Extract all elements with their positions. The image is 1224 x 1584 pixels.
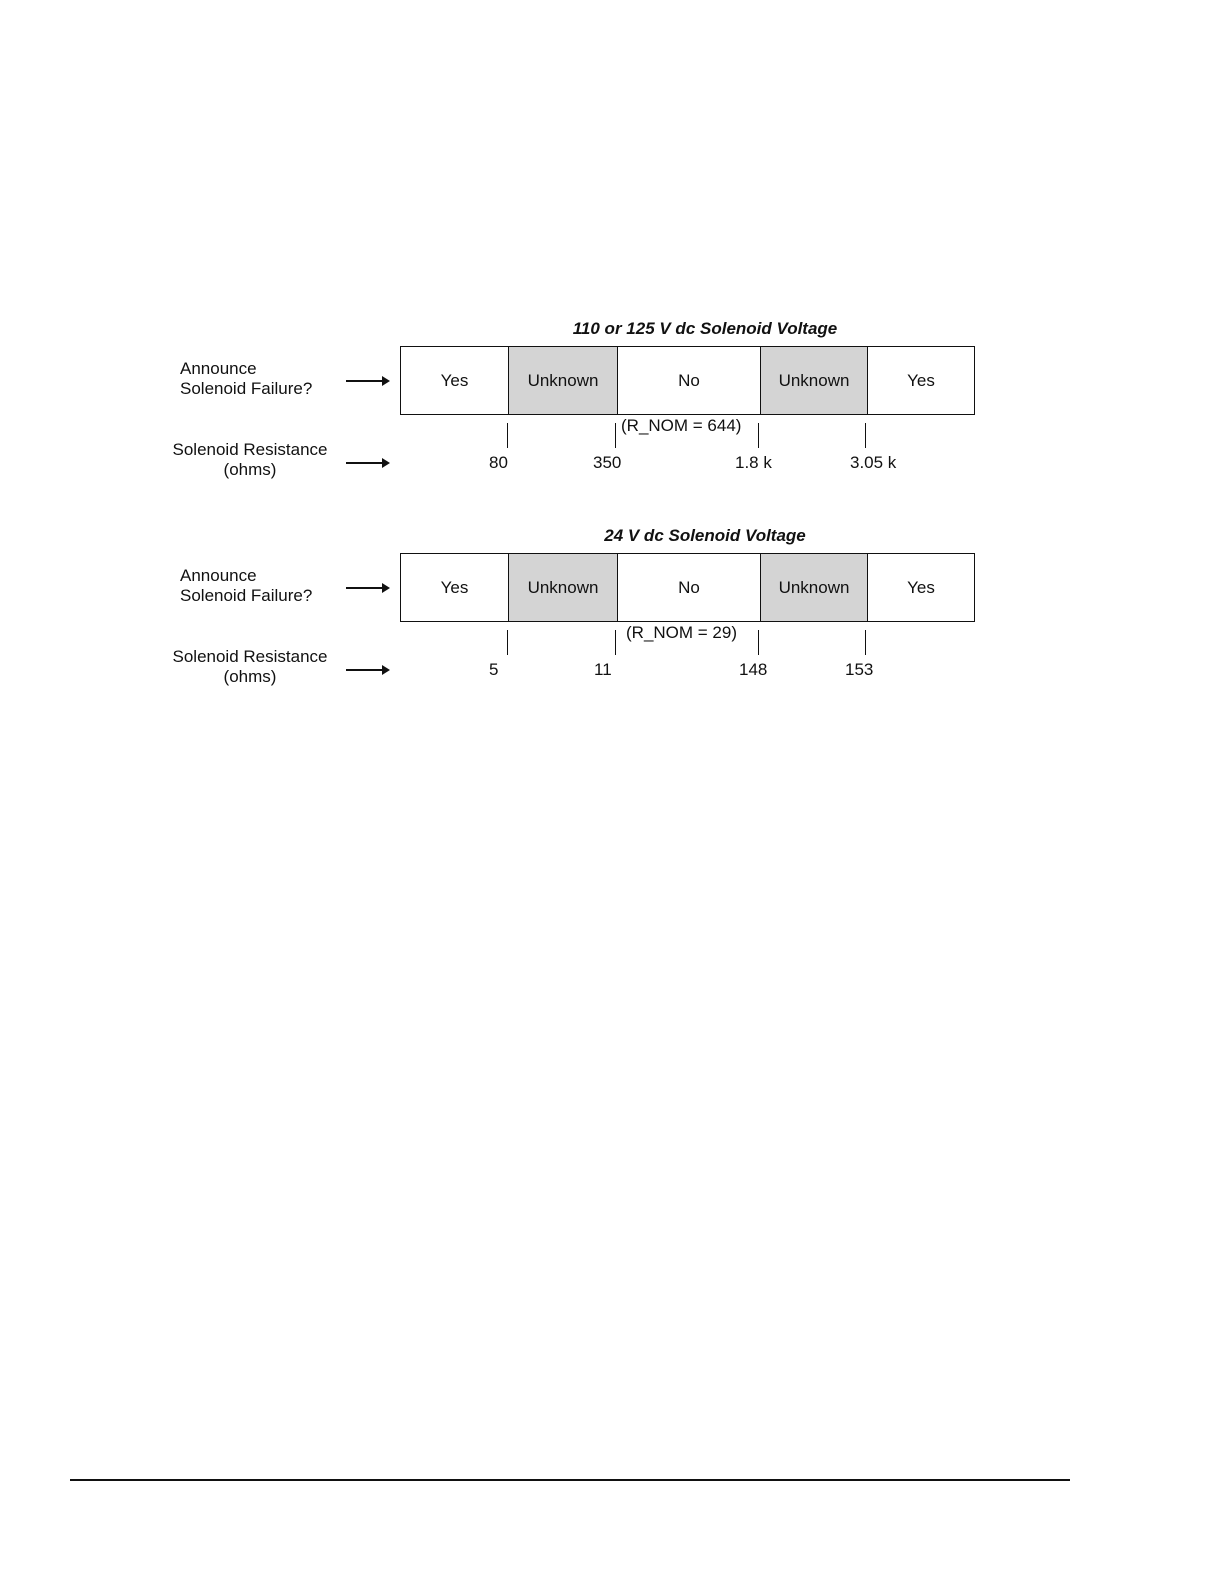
- resistance-label-line2: (ohms): [223, 460, 277, 479]
- announce-label: [180, 359, 312, 399]
- segment-unknown-high: Unknown: [760, 347, 867, 414]
- segment-no: No: [617, 347, 760, 414]
- threshold-value: 148: [739, 660, 768, 679]
- resistance-label-line1: Solenoid Resistance: [172, 440, 328, 459]
- segment-yes-low: Yes: [440, 370, 469, 390]
- announce-label-line2: Solenoid Failure?: [180, 379, 313, 398]
- segment-yes-low: Yes: [440, 577, 469, 597]
- threshold-value: 350: [593, 453, 622, 472]
- diagram-110-125v: [0, 315, 1224, 515]
- segment-unknown-high: Unknown: [760, 554, 867, 621]
- nominal-resistance-label: (R_NOM = 29): [626, 623, 737, 642]
- threshold-value: 11: [594, 660, 612, 679]
- threshold-value: 80: [489, 453, 508, 472]
- threshold-tick: [507, 630, 508, 655]
- threshold-tick: [615, 630, 616, 655]
- announce-label-line2: Solenoid Failure?: [180, 586, 313, 605]
- threshold-tick: [615, 423, 616, 448]
- threshold-tick: [865, 630, 866, 655]
- threshold-tick: [865, 423, 866, 448]
- threshold-value: 1.8 k: [735, 453, 772, 472]
- resistance-label-line1: Solenoid Resistance: [172, 647, 328, 666]
- announce-label-line1: Announce: [180, 359, 257, 378]
- threshold-tick: [507, 423, 508, 448]
- arrow-right-icon: [346, 462, 388, 464]
- decision-bar: [400, 553, 975, 622]
- threshold-tick: [758, 630, 759, 655]
- arrow-right-icon: [346, 669, 388, 671]
- arrow-right-icon: [346, 587, 388, 589]
- segment-unknown-low: Unknown: [508, 347, 617, 414]
- nominal-resistance-label: (R_NOM = 644): [621, 416, 742, 435]
- announce-label-line1: Announce: [180, 566, 257, 585]
- diagram-24v: [0, 522, 1224, 722]
- resistance-label: [150, 440, 350, 480]
- diagram-title: 110 or 125 V dc Solenoid Voltage: [572, 319, 838, 338]
- segment-unknown-low: Unknown: [508, 554, 617, 621]
- decision-bar: [400, 346, 975, 415]
- threshold-value: 3.05 k: [850, 453, 897, 472]
- announce-label: [180, 566, 312, 606]
- diagram-title: 24 V dc Solenoid Voltage: [604, 526, 806, 545]
- resistance-label: [150, 647, 350, 687]
- threshold-value: 153: [845, 660, 874, 679]
- segment-yes-high: Yes: [867, 347, 974, 414]
- segment-no: No: [617, 554, 760, 621]
- footer-rule: [70, 1479, 1070, 1481]
- threshold-tick: [758, 423, 759, 448]
- threshold-value: 5: [489, 660, 499, 679]
- arrow-right-icon: [346, 380, 388, 382]
- segment-yes-high: Yes: [867, 554, 974, 621]
- resistance-label-line2: (ohms): [223, 667, 277, 686]
